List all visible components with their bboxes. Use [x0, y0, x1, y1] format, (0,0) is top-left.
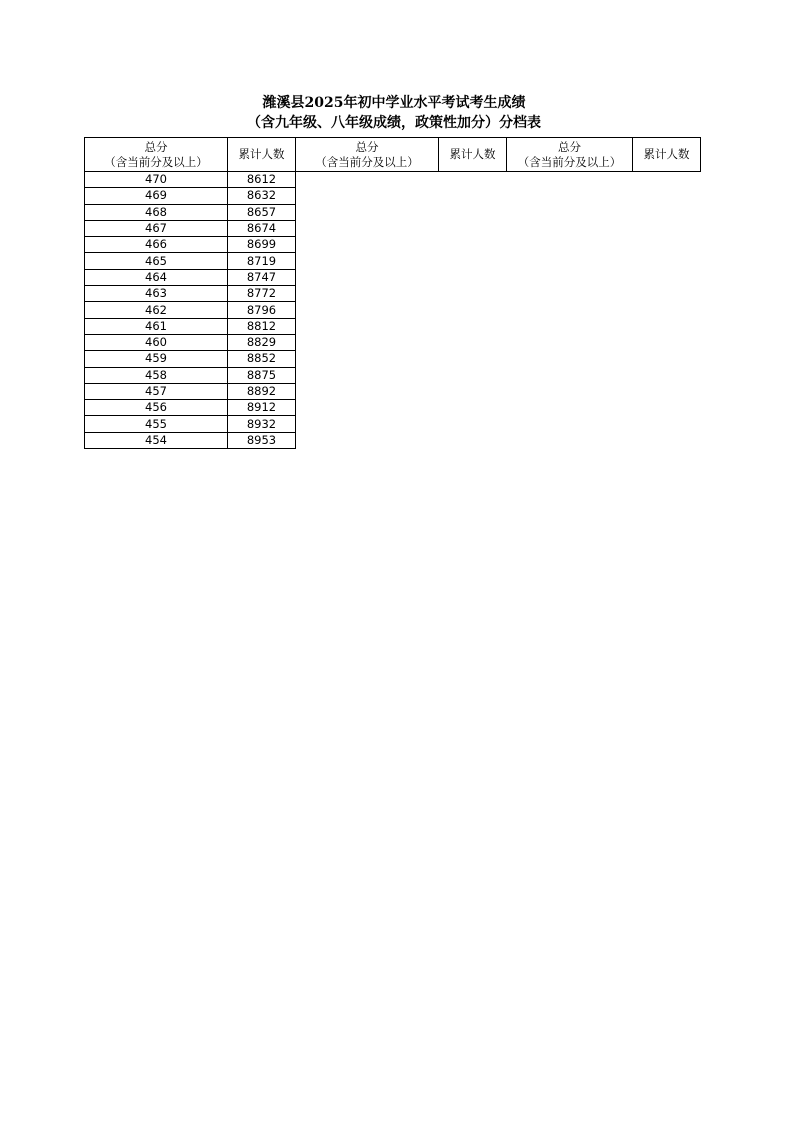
- empty-cell: [507, 367, 633, 383]
- table-row: [85, 237, 701, 253]
- score-cell: 464: [85, 269, 228, 285]
- empty-cell: [296, 334, 439, 350]
- empty-cell: [633, 237, 701, 253]
- table-body: [85, 172, 701, 449]
- empty-cell: [296, 253, 439, 269]
- empty-cell: [439, 286, 507, 302]
- empty-cell: [439, 253, 507, 269]
- empty-cell: [296, 302, 439, 318]
- header-score-title: 总分: [558, 139, 581, 154]
- cumulative-count-cell: 8829: [228, 334, 296, 350]
- empty-cell: [507, 432, 633, 448]
- empty-cell: [633, 383, 701, 399]
- cumulative-count-cell: 8796: [228, 302, 296, 318]
- cumulative-count-cell: 8912: [228, 400, 296, 416]
- empty-cell: [439, 302, 507, 318]
- table-row: [85, 416, 701, 432]
- header-cumulative-count-3: 累计人数: [633, 138, 701, 172]
- cumulative-count-cell: 8852: [228, 351, 296, 367]
- score-cell: 466: [85, 237, 228, 253]
- table-row: [85, 172, 701, 188]
- empty-cell: [296, 286, 439, 302]
- empty-cell: [296, 351, 439, 367]
- empty-cell: [633, 432, 701, 448]
- empty-cell: [633, 351, 701, 367]
- empty-cell: [296, 220, 439, 236]
- cumulative-count-cell: 8719: [228, 253, 296, 269]
- empty-cell: [439, 172, 507, 188]
- empty-cell: [296, 400, 439, 416]
- score-cell: 467: [85, 220, 228, 236]
- empty-cell: [633, 220, 701, 236]
- document-title-line-1: 潍溪县2025年初中学业水平考试考生成绩: [262, 95, 526, 111]
- score-cell: 456: [85, 400, 228, 416]
- score-cell: 461: [85, 318, 228, 334]
- empty-cell: [633, 400, 701, 416]
- empty-cell: [296, 383, 439, 399]
- empty-cell: [507, 334, 633, 350]
- cumulative-count-cell: 8812: [228, 318, 296, 334]
- empty-cell: [507, 220, 633, 236]
- empty-cell: [507, 286, 633, 302]
- empty-cell: [439, 188, 507, 204]
- empty-cell: [439, 237, 507, 253]
- table-row: [85, 204, 701, 220]
- score-cell: 469: [85, 188, 228, 204]
- table-row: [85, 220, 701, 236]
- empty-cell: [507, 302, 633, 318]
- empty-cell: [633, 253, 701, 269]
- table-row: [85, 432, 701, 448]
- score-cell: 457: [85, 383, 228, 399]
- table-row: [85, 302, 701, 318]
- empty-cell: [507, 188, 633, 204]
- empty-cell: [296, 204, 439, 220]
- cumulative-count-cell: 8892: [228, 383, 296, 399]
- empty-cell: [296, 432, 439, 448]
- empty-cell: [439, 318, 507, 334]
- table-row: [85, 351, 701, 367]
- empty-cell: [296, 269, 439, 285]
- empty-cell: [633, 286, 701, 302]
- score-cell: 462: [85, 302, 228, 318]
- score-distribution-table: [84, 137, 701, 449]
- table-row: [85, 286, 701, 302]
- empty-cell: [439, 334, 507, 350]
- table-row: [85, 253, 701, 269]
- empty-cell: [439, 204, 507, 220]
- table-row: [85, 367, 701, 383]
- empty-cell: [296, 416, 439, 432]
- table-row: [85, 269, 701, 285]
- cumulative-count-cell: 8657: [228, 204, 296, 220]
- empty-cell: [507, 351, 633, 367]
- header-cumulative-count-2: 累计人数: [439, 138, 507, 172]
- empty-cell: [439, 351, 507, 367]
- score-cell: 468: [85, 204, 228, 220]
- cumulative-count-cell: 8747: [228, 269, 296, 285]
- header-cumulative-count-1: 累计人数: [228, 138, 296, 172]
- score-cell: 463: [85, 286, 228, 302]
- header-score-subtitle: （含当前分及以上）: [104, 154, 208, 169]
- empty-cell: [633, 188, 701, 204]
- empty-cell: [633, 302, 701, 318]
- empty-cell: [296, 318, 439, 334]
- cumulative-count-cell: 8632: [228, 188, 296, 204]
- table-row: [85, 383, 701, 399]
- header-score-title: 总分: [355, 139, 379, 154]
- empty-cell: [507, 269, 633, 285]
- cumulative-count-cell: 8953: [228, 432, 296, 448]
- score-cell: 458: [85, 367, 228, 383]
- empty-cell: [507, 172, 633, 188]
- document-title-line-2: （含九年级、八年级成绩，政策性加分）分档表: [247, 115, 541, 131]
- score-cell: 460: [85, 334, 228, 350]
- empty-cell: [439, 367, 507, 383]
- score-cell: 465: [85, 253, 228, 269]
- empty-cell: [296, 367, 439, 383]
- cumulative-count-cell: 8932: [228, 416, 296, 432]
- empty-cell: [507, 318, 633, 334]
- empty-cell: [439, 400, 507, 416]
- table-row: [85, 318, 701, 334]
- empty-cell: [296, 172, 439, 188]
- empty-cell: [507, 416, 633, 432]
- empty-cell: [439, 383, 507, 399]
- cumulative-count-cell: 8875: [228, 367, 296, 383]
- empty-cell: [633, 416, 701, 432]
- empty-cell: [507, 253, 633, 269]
- cumulative-count-cell: 8674: [228, 220, 296, 236]
- empty-cell: [633, 334, 701, 350]
- table-row: [85, 188, 701, 204]
- cumulative-count-cell: 8612: [228, 172, 296, 188]
- table-row: [85, 400, 701, 416]
- header-total-score-3: [507, 138, 633, 172]
- header-total-score-2: [296, 138, 439, 172]
- empty-cell: [507, 400, 633, 416]
- cumulative-count-cell: 8699: [228, 237, 296, 253]
- score-cell: 455: [85, 416, 228, 432]
- empty-cell: [296, 188, 439, 204]
- empty-cell: [633, 367, 701, 383]
- header-score-subtitle: （含当前分及以上）: [315, 154, 419, 169]
- score-cell: 454: [85, 432, 228, 448]
- empty-cell: [296, 237, 439, 253]
- table-row: [85, 334, 701, 350]
- table-header-row: [85, 138, 701, 172]
- empty-cell: [633, 172, 701, 188]
- header-score-title: 总分: [144, 139, 168, 154]
- empty-cell: [633, 269, 701, 285]
- empty-cell: [507, 383, 633, 399]
- empty-cell: [507, 237, 633, 253]
- empty-cell: [633, 318, 701, 334]
- score-cell: 459: [85, 351, 228, 367]
- header-total-score-1: [85, 138, 228, 172]
- cumulative-count-cell: 8772: [228, 286, 296, 302]
- empty-cell: [507, 204, 633, 220]
- empty-cell: [439, 416, 507, 432]
- header-score-subtitle: （含当前分及以上）: [517, 154, 622, 169]
- empty-cell: [439, 220, 507, 236]
- score-cell: 470: [85, 172, 228, 188]
- empty-cell: [633, 204, 701, 220]
- empty-cell: [439, 432, 507, 448]
- empty-cell: [439, 269, 507, 285]
